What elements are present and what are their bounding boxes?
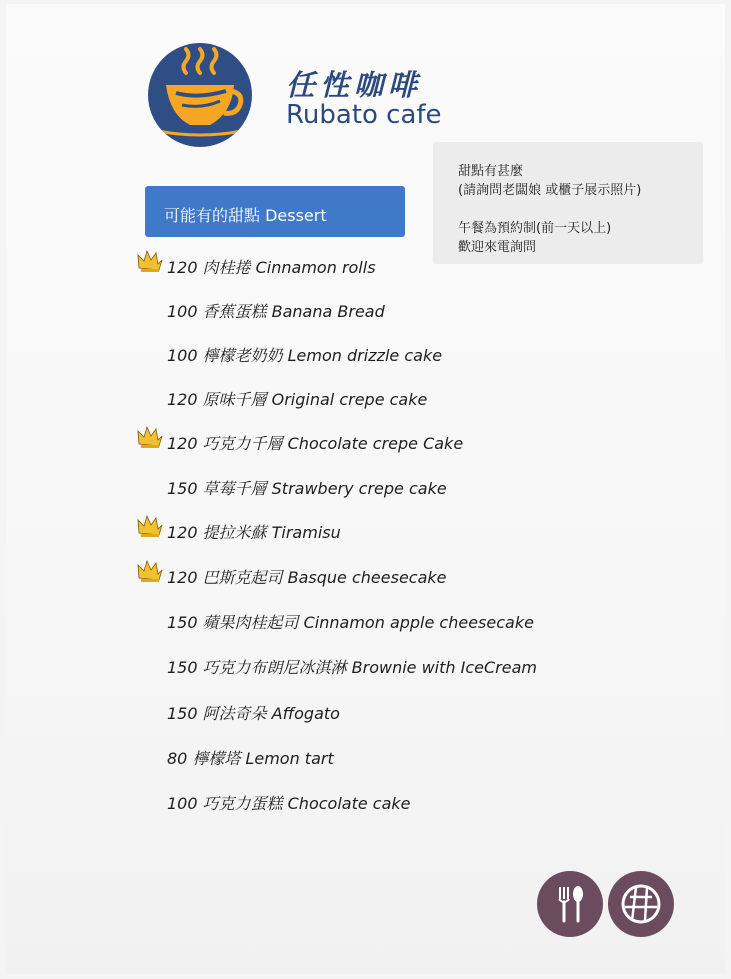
- note-line: 甜點有甚麼: [458, 164, 524, 179]
- item-price: 100: [167, 302, 198, 321]
- item-name: 提拉米蘇 Tiramisu: [202, 523, 341, 542]
- fork-spoon-icon: [537, 871, 603, 937]
- item-name: 草莓千層 Strawbery crepe cake: [202, 479, 447, 498]
- item-name: 巧克力千層 Chocolate crepe Cake: [202, 434, 464, 453]
- list-item: [167, 299, 385, 323]
- coffee-cup-logo-icon: [148, 43, 252, 147]
- item-name: 巧克力布朗尼冰淇淋 Brownie with IceCream: [202, 658, 537, 677]
- list-item: [167, 655, 537, 679]
- note-line: 歡迎來電詢問: [458, 240, 537, 255]
- crown-icon: [136, 424, 164, 450]
- list-item: [167, 255, 376, 279]
- info-note: [433, 142, 703, 264]
- item-name: 檸檬塔 Lemon tart: [192, 749, 334, 768]
- brand-name-english: Rubato cafe: [286, 100, 442, 130]
- crown-icon: [136, 248, 164, 274]
- list-item: [167, 565, 447, 589]
- item-name: 檸檬老奶奶 Lemon drizzle cake: [202, 346, 443, 365]
- item-name: 香蕉蛋糕 Banana Bread: [202, 302, 385, 321]
- list-item: [167, 431, 463, 455]
- crown-icon: [136, 558, 164, 584]
- item-price: 150: [167, 704, 198, 723]
- list-item: [167, 746, 334, 770]
- item-name: 蘋果肉桂起司 Cinnamon apple cheesecake: [202, 613, 534, 632]
- list-item: [167, 520, 341, 544]
- list-item: [167, 387, 427, 411]
- item-price: 120: [167, 568, 198, 587]
- list-item: [167, 701, 340, 725]
- item-price: 120: [167, 434, 198, 453]
- list-item: [167, 343, 442, 367]
- list-item: [167, 610, 534, 634]
- item-price: 150: [167, 658, 198, 677]
- item-price: 150: [167, 479, 198, 498]
- waffle-icon: [608, 871, 674, 937]
- item-price: 120: [167, 258, 198, 277]
- crown-icon: [136, 513, 164, 539]
- item-name: 巧克力蛋糕 Chocolate cake: [202, 794, 411, 813]
- section-title-dessert: 可能有的甜點 Dessert: [145, 186, 405, 237]
- note-line: (請詢問老闆娘 或櫃子展示照片): [458, 183, 642, 198]
- note-line: [458, 200, 703, 219]
- note-line: 午餐為預約制(前一天以上): [458, 221, 612, 236]
- item-price: 100: [167, 346, 198, 365]
- item-price: 150: [167, 613, 198, 632]
- item-price: 80: [167, 749, 188, 768]
- item-name: 阿法奇朵 Affogato: [202, 704, 340, 723]
- item-price: 120: [167, 523, 198, 542]
- item-price: 100: [167, 794, 198, 813]
- item-price: 120: [167, 390, 198, 409]
- item-name: 巴斯克起司 Basque cheesecake: [202, 568, 447, 587]
- list-item: [167, 476, 447, 500]
- item-name: 原味千層 Original crepe cake: [202, 390, 428, 409]
- brand-name-chinese: 任性咖啡: [286, 68, 423, 102]
- list-item: [167, 791, 411, 815]
- item-name: 肉桂捲 Cinnamon rolls: [202, 258, 376, 277]
